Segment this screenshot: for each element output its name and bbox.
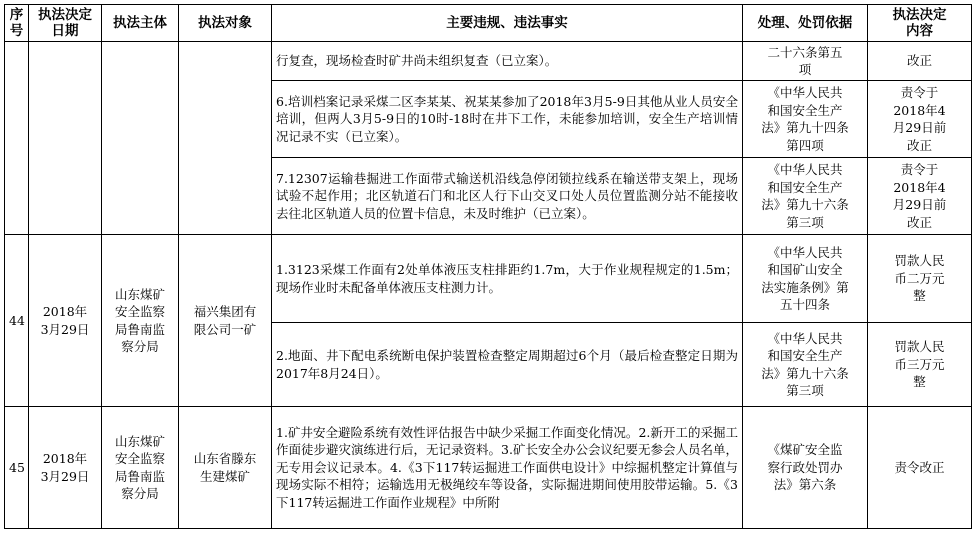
header-date: 执法决定 日期 bbox=[29, 5, 102, 42]
object-cell: 山东省滕东 生建煤矿 bbox=[179, 407, 272, 529]
header-subject: 执法主体 bbox=[102, 5, 179, 42]
header-basis: 处理、处罚依据 bbox=[743, 5, 868, 42]
facts-cell: 2.地面、井下配电系统断电保护装置检查整定周期超过6个月（最后检查整定日期为2017年8月24日）。 bbox=[272, 323, 743, 407]
table-row bbox=[5, 42, 972, 81]
header-facts: 主要违规、违法事实 bbox=[272, 5, 743, 42]
enforcement-table bbox=[4, 4, 972, 529]
basis-cell: 《中华人民共 和国安全生产 法》第九十六条 第三项 bbox=[743, 323, 868, 407]
facts-cell: 7.12307运输巷掘进工作面带式输送机沿线急停闭锁拉线系在输送带支架上，现场试验不起作用；北区轨道石门和北区人行下山交叉口处人员位置监测分站不能接收去往北区轨道人员的位置卡信息，未及时维护（已立案）。 bbox=[272, 158, 743, 235]
basis-cell: 《中华人民共 和国安全生产 法》第九十六条 第三项 bbox=[743, 158, 868, 235]
basis-cell: 二十六条第五 项 bbox=[743, 42, 868, 81]
date-cell-continued bbox=[29, 42, 102, 235]
table-row bbox=[5, 235, 972, 323]
facts-cell: 1.3123采煤工作面有2处单体液压支柱排距约1.7m，大于作业规程规定的1.5m；现场作业时未配备单体液压支柱测力计。 bbox=[272, 235, 743, 323]
decision-cell: 罚款人民 币三万元 整 bbox=[868, 323, 972, 407]
table-row bbox=[5, 407, 972, 529]
seq-cell: 44 bbox=[5, 235, 29, 407]
header-row bbox=[5, 5, 972, 42]
facts-cell: 6.培训档案记录采煤二区李某某、祝某某参加了2018年3月5-9日其他从业人员安全培训，但两人3月5-9日的10时-18时在井下工作，未能参加培训，安全生产培训情况记录不实（已立案）。 bbox=[272, 81, 743, 158]
object-cell: 福兴集团有 限公司一矿 bbox=[179, 235, 272, 407]
subject-cell: 山东煤矿 安全监察 局鲁南监 察分局 bbox=[102, 235, 179, 407]
decision-cell: 改正 bbox=[868, 42, 972, 81]
facts-cell: 行复查，现场检查时矿井尚未组织复查（已立案）。 bbox=[272, 42, 743, 81]
subject-cell: 山东煤矿 安全监察 局鲁南监 察分局 bbox=[102, 407, 179, 529]
decision-cell: 责令改正 bbox=[868, 407, 972, 529]
basis-cell: 《中华人民共 和国安全生产 法》第九十四条 第四项 bbox=[743, 81, 868, 158]
seq-cell: 45 bbox=[5, 407, 29, 529]
facts-cell: 1.矿井安全避险系统有效性评估报告中缺少采掘工作面变化情况。2.新开工的采掘工作面徒步避灾演练进行后，无记录资料。3.矿长安全办公会议纪要无参会人员名单，无专用会议记录本。4.《3下117转运掘进工作面供电设计》中综掘机整定计算值与现场实际不相符；运输选用无极绳绞车等设备，实际掘进期间使用胶带运输。5.《3下117转运掘进工作面作业规程》中所附 bbox=[272, 407, 743, 529]
subject-cell-continued bbox=[102, 42, 179, 235]
decision-cell: 罚款人民 币二万元 整 bbox=[868, 235, 972, 323]
seq-cell-continued bbox=[5, 42, 29, 235]
basis-cell: 《中华人民共 和国矿山安全 法实施条例》第 五十四条 bbox=[743, 235, 868, 323]
decision-cell: 责令于 2018年4 月29日前 改正 bbox=[868, 158, 972, 235]
date-cell: 2018年 3月29日 bbox=[29, 407, 102, 529]
basis-cell: 《煤矿安全监 察行政处罚办 法》第六条 bbox=[743, 407, 868, 529]
header-object: 执法对象 bbox=[179, 5, 272, 42]
header-seq: 序 号 bbox=[5, 5, 29, 42]
header-decision: 执法决定 内容 bbox=[868, 5, 972, 42]
date-cell: 2018年 3月29日 bbox=[29, 235, 102, 407]
object-cell-continued bbox=[179, 42, 272, 235]
decision-cell: 责令于 2018年4 月29日前 改正 bbox=[868, 81, 972, 158]
